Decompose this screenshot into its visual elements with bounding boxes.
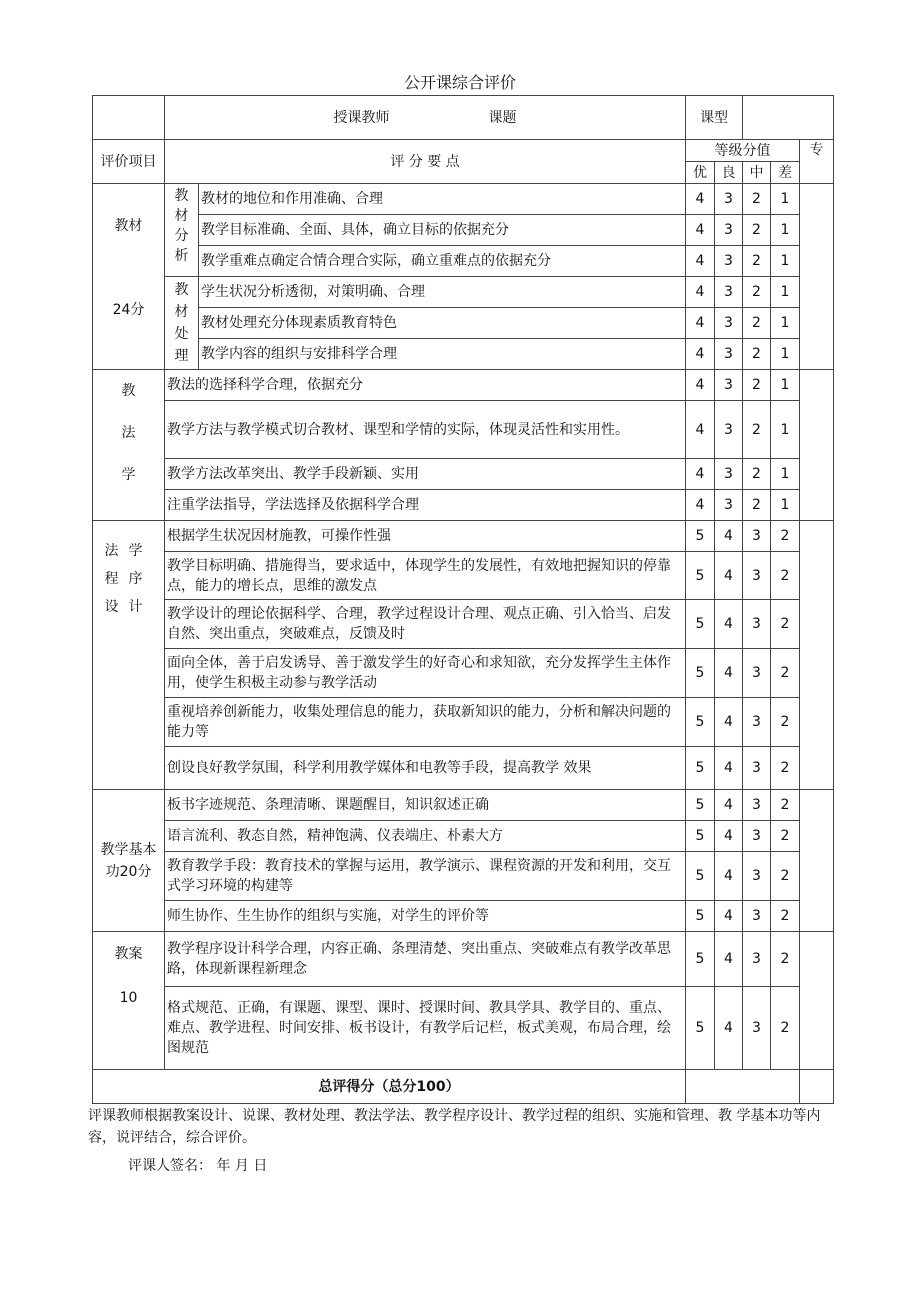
score-fair: 3	[743, 901, 771, 932]
extra-cell-chengxu	[800, 521, 834, 790]
score-good: 4	[715, 552, 743, 600]
score-poor: 2	[771, 698, 800, 747]
score-poor: 1	[771, 490, 800, 521]
score-poor: 1	[771, 308, 800, 339]
score-fair: 2	[743, 246, 771, 277]
score-fair: 2	[743, 184, 771, 215]
score-poor: 1	[771, 370, 800, 401]
score-excellent: 4	[686, 490, 715, 521]
criterion-text: 教学设计的理论依据科学、合理，教学过程设计合理、观点正确、引入恰当、启发自然、突出重点，突破难点，反馈及时	[165, 600, 686, 649]
grade-label: 等级分值	[686, 140, 800, 162]
criterion-text: 注重学法指导，学法选择及依据科学合理	[165, 490, 686, 521]
score-excellent: 5	[686, 901, 715, 932]
extra-label: 专	[800, 140, 834, 184]
score-poor: 2	[771, 600, 800, 649]
footer-note: 评课教师根据教案设计、说课、教材处理、教法学法、教学程序设计、教学过程的组织、实施和管理、教 学基本功等内容，说评结合，综合评价。	[88, 1108, 821, 1146]
score-poor: 1	[771, 401, 800, 459]
score-excellent: 4	[686, 308, 715, 339]
score-fair: 3	[743, 852, 771, 901]
score-good: 3	[715, 184, 743, 215]
score-poor: 1	[771, 459, 800, 490]
score-good: 4	[715, 698, 743, 747]
score-good: 3	[715, 490, 743, 521]
table-row	[93, 490, 834, 521]
score-fair: 3	[743, 649, 771, 698]
score-fair: 3	[743, 987, 771, 1070]
table-row	[93, 308, 834, 339]
score-fair: 3	[743, 821, 771, 852]
score-good: 3	[715, 370, 743, 401]
criterion-text: 教学重难点确定合情合理合实际，确立重难点的依据充分	[199, 246, 686, 277]
score-excellent: 4	[686, 370, 715, 401]
score-excellent: 5	[686, 649, 715, 698]
total-label: 总评得分（总分100）	[93, 1070, 686, 1104]
score-poor: 1	[771, 215, 800, 246]
criterion-text: 教学方法改革突出、教学手段新颖、实用	[165, 459, 686, 490]
section-jiaocai	[93, 184, 165, 370]
criterion-text: 格式规范、正确，有课题、课型、课时、授课时间、教具学具、教学目的、重点、难点、教学进程、时间安排、板书设计，有教学后记栏，板式美观，布局合理，绘图规范	[165, 987, 686, 1070]
score-good: 3	[715, 246, 743, 277]
table-row	[93, 790, 834, 821]
score-good: 4	[715, 932, 743, 987]
blank-cell	[93, 96, 165, 140]
score-good: 3	[715, 339, 743, 370]
section-jiaocai-label: 教材	[114, 218, 143, 234]
score-excellent: 4	[686, 459, 715, 490]
score-good: 4	[715, 649, 743, 698]
score-excellent: 4	[686, 339, 715, 370]
table-row	[93, 901, 834, 932]
section-label	[93, 370, 165, 521]
score-poor: 2	[771, 521, 800, 552]
table-row	[93, 459, 834, 490]
sub-section-handling-label: 教材处理	[174, 282, 189, 364]
table-row	[93, 932, 834, 987]
total-extra-cell	[800, 1070, 834, 1104]
table-row	[93, 339, 834, 370]
criterion-text: 师生协作、生生协作的组织与实施，对学生的评价等	[165, 901, 686, 932]
score-poor: 2	[771, 790, 800, 821]
grade-cha: 差	[771, 162, 800, 184]
table-row	[93, 852, 834, 901]
table-row	[93, 649, 834, 698]
criterion-text: 教材的地位和作用准确、合理	[199, 184, 686, 215]
section-jibengong-label: 教学基本功20分	[100, 841, 157, 880]
score-good: 3	[715, 401, 743, 459]
score-poor: 2	[771, 852, 800, 901]
score-fair: 2	[743, 401, 771, 459]
table-row	[93, 246, 834, 277]
score-excellent: 4	[686, 401, 715, 459]
score-fair: 2	[743, 339, 771, 370]
score-poor: 2	[771, 821, 800, 852]
score-fair: 3	[743, 521, 771, 552]
grade-zhong: 中	[743, 162, 771, 184]
score-good: 3	[715, 308, 743, 339]
score-good: 4	[715, 821, 743, 852]
teacher-topic-cell	[165, 96, 686, 140]
total-value-cell	[686, 1070, 800, 1104]
grade-you: 优	[686, 162, 715, 184]
score-excellent: 4	[686, 184, 715, 215]
total-row	[93, 1070, 834, 1104]
sub-section-handling	[165, 277, 199, 370]
score-poor: 2	[771, 747, 800, 790]
score-good: 4	[715, 987, 743, 1070]
type-label: 课型	[686, 96, 743, 140]
score-excellent: 5	[686, 698, 715, 747]
table-row	[93, 821, 834, 852]
score-good: 3	[715, 215, 743, 246]
table-row	[93, 698, 834, 747]
score-fair: 2	[743, 370, 771, 401]
item-label: 评价项目	[93, 140, 165, 184]
table-row	[93, 552, 834, 600]
criterion-text: 教学目标明确、措施得当，要求适中，体现学生的发展性，有效地把握知识的停靠点，能力的增长点，思维的激发点	[165, 552, 686, 600]
score-fair: 2	[743, 308, 771, 339]
score-poor: 1	[771, 184, 800, 215]
teacher-label: 授课教师	[333, 109, 390, 126]
score-fair: 3	[743, 552, 771, 600]
score-excellent: 5	[686, 852, 715, 901]
score-fair: 3	[743, 698, 771, 747]
table-row	[93, 600, 834, 649]
criterion-text: 根据学生状况因材施教，可操作性强	[165, 521, 686, 552]
score-excellent: 5	[686, 747, 715, 790]
score-poor: 2	[771, 649, 800, 698]
score-poor: 1	[771, 246, 800, 277]
section-label-text: 教法学	[121, 383, 136, 483]
page-title: 公开课综合评价	[403, 73, 516, 92]
score-good: 4	[715, 747, 743, 790]
sub-section-analysis	[165, 184, 199, 277]
criterion-text: 教学目标准确、全面、具体，确立目标的依据充分	[199, 215, 686, 246]
score-good: 4	[715, 901, 743, 932]
extra-cell-jiaocai	[800, 184, 834, 370]
grade-liang: 良	[715, 162, 743, 184]
criterion-text: 语言流利、教态自然，精神饱满、仪表端庄、朴素大方	[165, 821, 686, 852]
section-jiaocai-score: 24分	[112, 302, 145, 318]
score-poor: 2	[771, 987, 800, 1070]
score-fair: 3	[743, 747, 771, 790]
criterion-text: 面向全体，善于启发诱导、善于激发学生的好奇心和求知欲，充分发挥学生主体作用，使学生积极主动参与教学活动	[165, 649, 686, 698]
extra-cell-jiaofa	[800, 370, 834, 521]
score-fair: 2	[743, 490, 771, 521]
score-good: 4	[715, 600, 743, 649]
criterion-text: 教学程序设计科学合理，内容正确、条理清楚、突出重点、突破难点有教学改革思路，体现新课程新理念	[165, 932, 686, 987]
score-poor: 2	[771, 901, 800, 932]
score-fair: 2	[743, 215, 771, 246]
criterion-text: 教育教学手段：教育技术的掌握与运用，教学演示、课程资源的开发和利用，交互式学习环境的构建等	[165, 852, 686, 901]
score-excellent: 5	[686, 552, 715, 600]
score-excellent: 5	[686, 821, 715, 852]
score-poor: 2	[771, 552, 800, 600]
criterion-text: 教学内容的组织与安排科学合理	[199, 339, 686, 370]
table-row	[93, 747, 834, 790]
score-fair: 3	[743, 932, 771, 987]
section-jibengong	[93, 790, 165, 932]
criterion-text: 板书字迹规范、条理清晰、课题醒目，知识叙述正确	[165, 790, 686, 821]
extra-cell-jibengong	[800, 790, 834, 932]
table-row	[93, 370, 834, 401]
criterion-text: 教材处理充分体现素质教育特色	[199, 308, 686, 339]
points-label: 评 分 要 点	[165, 140, 686, 184]
section-label	[93, 932, 165, 1070]
score-good: 4	[715, 790, 743, 821]
criterion-text: 重视培养创新能力，收集处理信息的能力，获取新知识的能力，分析和解决问题的能力等	[165, 698, 686, 747]
section-label-text: 教案10	[114, 946, 143, 1006]
score-excellent: 5	[686, 987, 715, 1070]
score-excellent: 4	[686, 215, 715, 246]
score-fair: 3	[743, 600, 771, 649]
type-value-cell	[743, 96, 834, 140]
table-row	[93, 277, 834, 308]
extra-cell-jiaoan	[800, 932, 834, 1070]
score-excellent: 5	[686, 600, 715, 649]
score-poor: 1	[771, 277, 800, 308]
criterion-text: 教学方法与教学模式切合教材、课型和学情的实际，体现灵活性和实用性。	[165, 401, 686, 459]
section-chengxu-label: 法学程序设计	[104, 543, 153, 615]
table-row	[93, 215, 834, 246]
score-excellent: 5	[686, 521, 715, 552]
criterion-text: 创设良好教学氛围，科学利用教学媒体和电教等手段，提高教学 效果	[165, 747, 686, 790]
sub-section-analysis-label: 教材分析	[174, 188, 189, 264]
score-excellent: 5	[686, 932, 715, 987]
score-excellent: 4	[686, 246, 715, 277]
score-good: 3	[715, 459, 743, 490]
score-poor: 2	[771, 932, 800, 987]
score-fair: 2	[743, 277, 771, 308]
score-good: 4	[715, 521, 743, 552]
topic-label: 课题	[488, 109, 517, 126]
score-poor: 1	[771, 339, 800, 370]
score-good: 4	[715, 852, 743, 901]
score-fair: 3	[743, 790, 771, 821]
score-excellent: 5	[686, 790, 715, 821]
criterion-text: 学生状况分析透彻，对策明确、合理	[199, 277, 686, 308]
table-row	[93, 987, 834, 1070]
table-row	[93, 184, 834, 215]
score-good: 3	[715, 277, 743, 308]
evaluation-table	[92, 95, 834, 1104]
table-row	[93, 521, 834, 552]
section-chengxu	[93, 521, 165, 790]
signature-line: 评课人签名： 年 月 日	[128, 1158, 268, 1174]
score-fair: 2	[743, 459, 771, 490]
criterion-text: 教法的选择科学合理，依据充分	[165, 370, 686, 401]
table-row	[93, 401, 834, 459]
score-excellent: 4	[686, 277, 715, 308]
